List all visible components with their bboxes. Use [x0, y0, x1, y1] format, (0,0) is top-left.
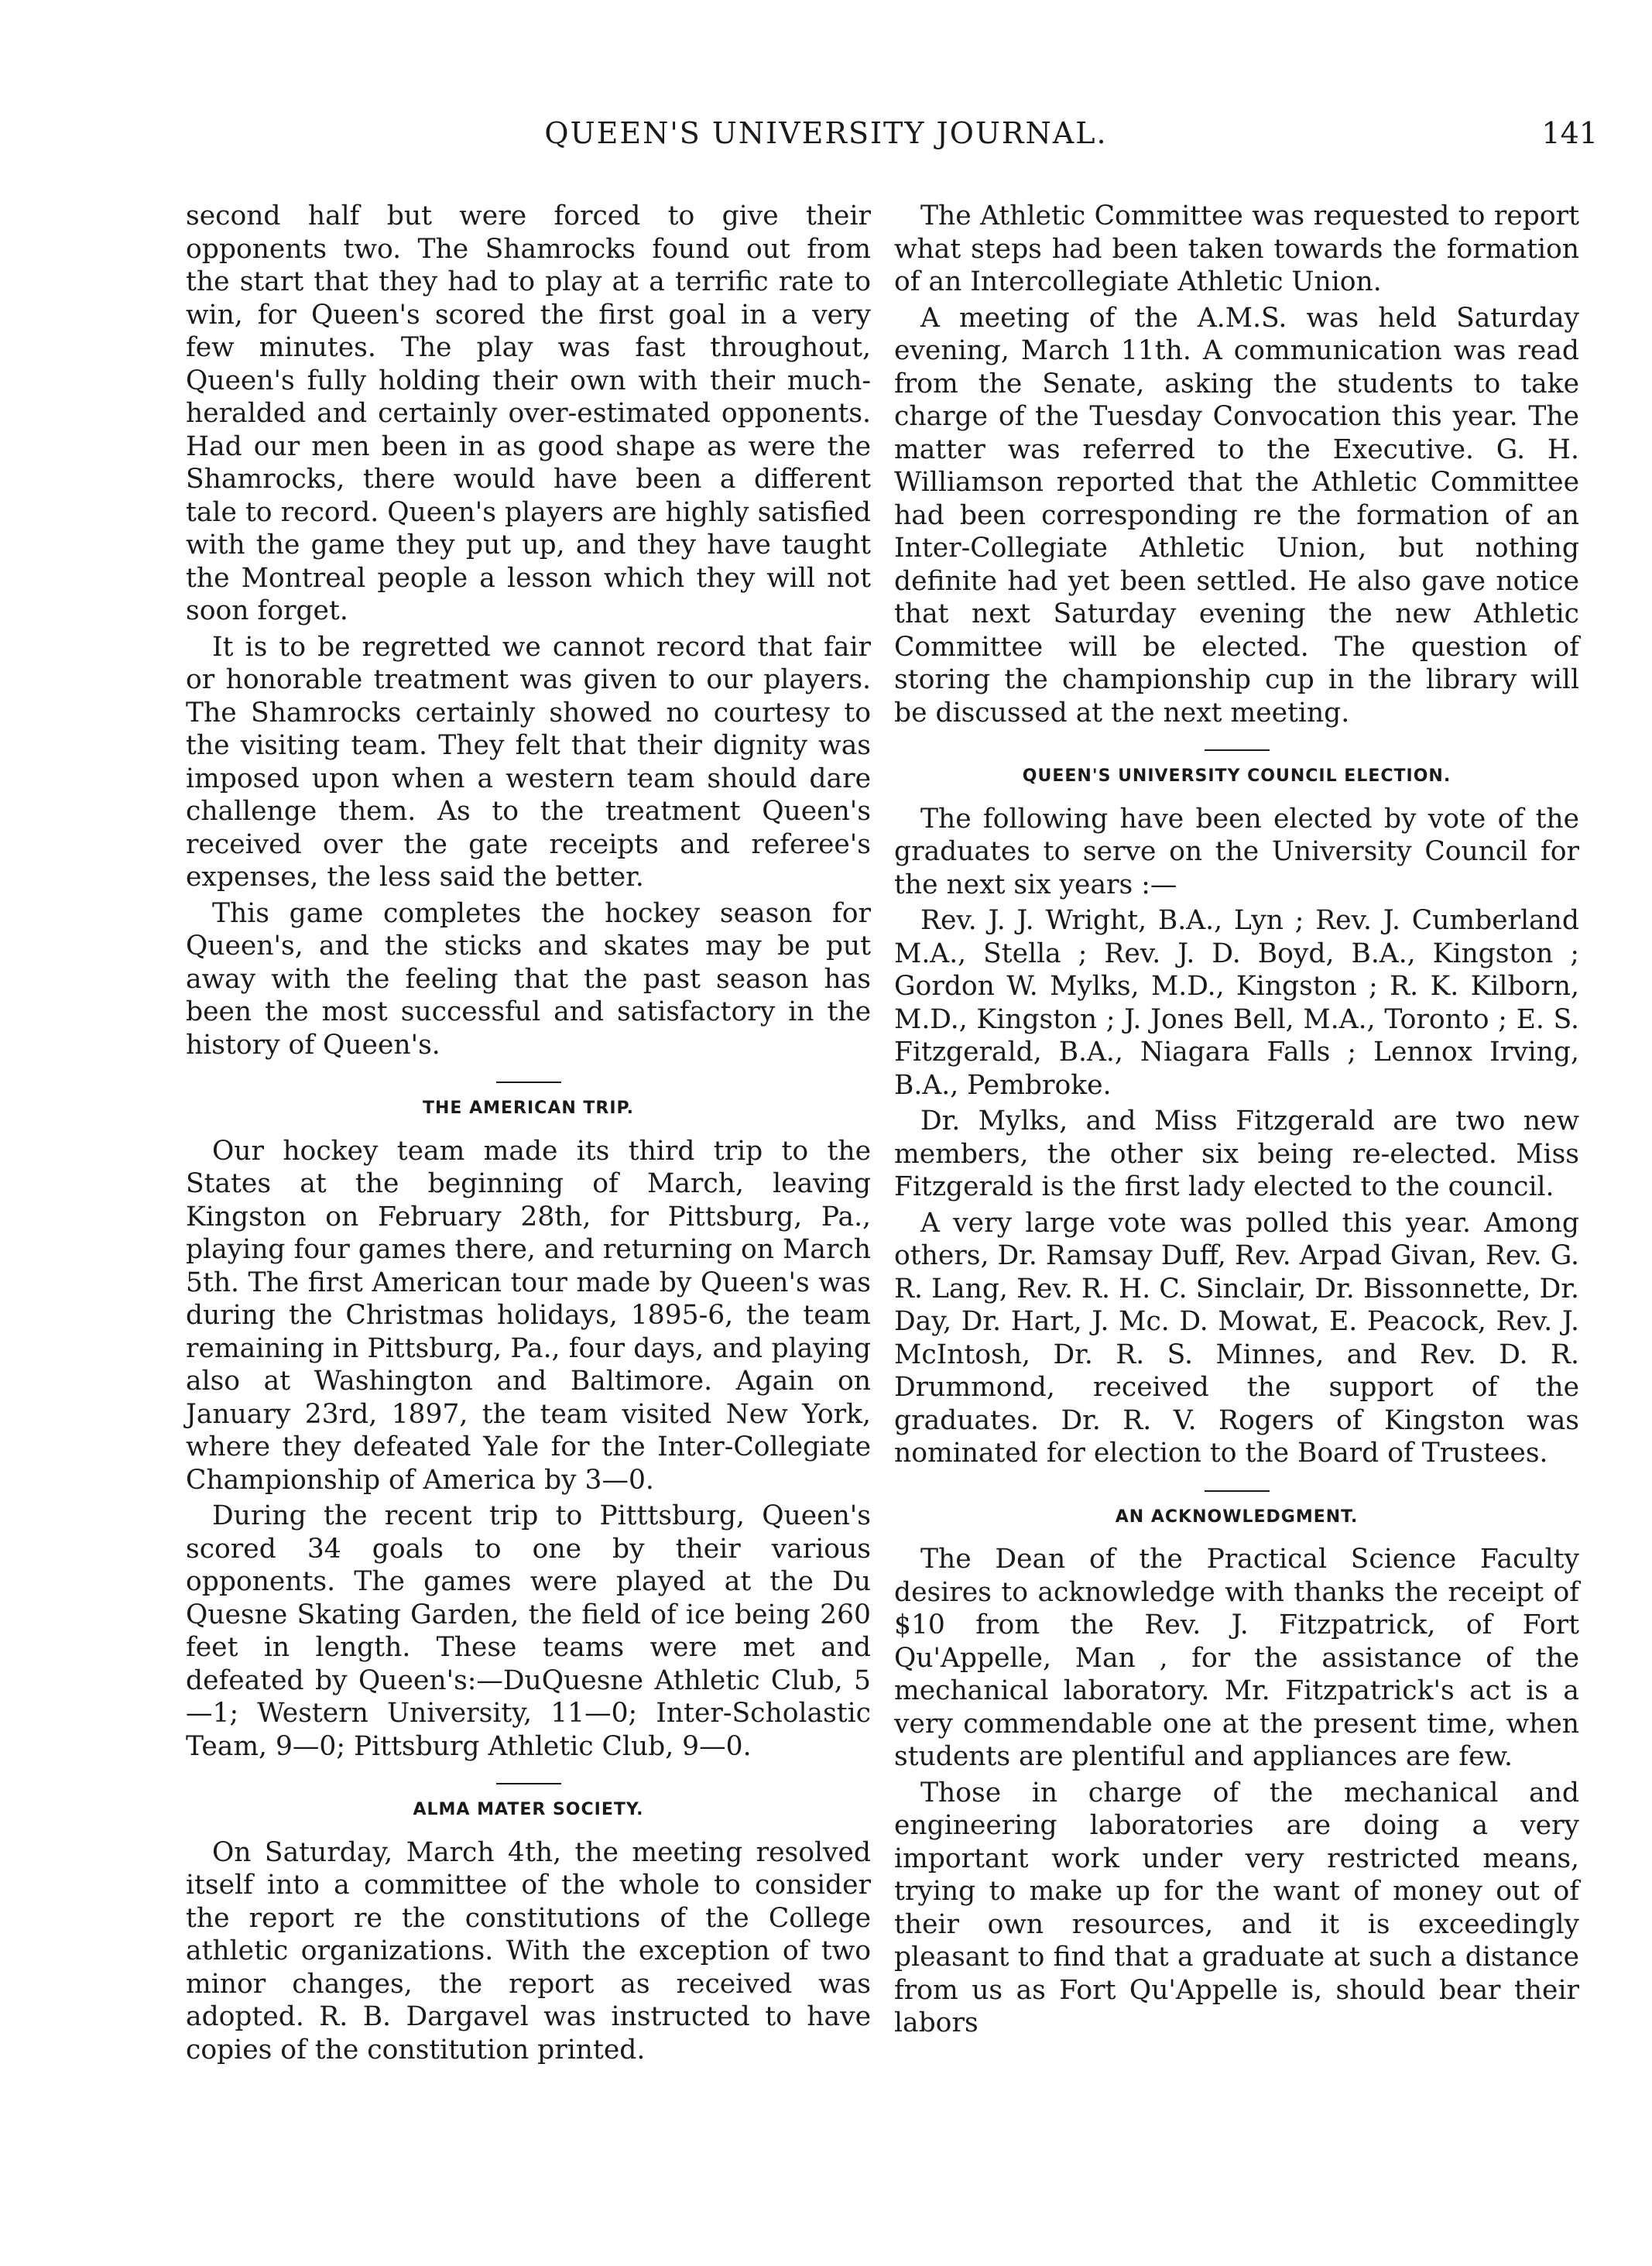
paragraph-athletic-committee: The Athletic Committee was requested to report what steps had been taken towards the formation of an Intercollegiate Athletic Union. [894, 201, 1579, 297]
paragraph-season-complete: This game completes the hockey season for Queen's, and the sticks and skates may be put away with the feeling that the past season has been the most successful and satisfactory in the history of Queen's. [186, 897, 871, 1061]
paragraph-elected-intro: The following have been elected by vote of the graduates to serve on the University Council for the next six years :— [894, 803, 1579, 900]
section-divider [1205, 1490, 1270, 1492]
paragraph-ams-meeting: On Saturday, March 4th, the meeting resolved itself into a committee of the whole to consider the report re the constitutions of the College athletic organizations. With the exception of two minor changes, the report as received was adopted. R. B. Dargavel was instructed to have copies of the constitution printed. [186, 1836, 871, 2065]
paragraph-dean-acknowledgment: The Dean of the Practical Science Faculty desires to acknowledge with thanks the receipt of $10 from the Rev. J. Fitzpatrick, of Fort Qu'Appelle, Man , for the assistance of the mechanical laboratory. Mr. Fitzpatrick's act is a very commendable one at the present time, when students are plentiful and appliances are few. [894, 1544, 1579, 1772]
paragraph-treatment: It is to be regretted we cannot record that fair or honorable treatment was given to our players. The Shamrocks certainly showed no courtesy to the visiting team. They felt that their dignity was imposed upon when a western team should dare challenge them. As to the treatment Queen's received over the gate receipts and referee's expenses, the less said the better. [186, 631, 871, 893]
section-divider [496, 1082, 561, 1083]
paragraph-laboratories: Those in charge of the mechanical and engineering laboratories are doing a very important work under very restricted means, trying to make up for the want of money out of their own resources, and it is exceedingly pleasant to find that a graduate at such a distance from us as Fort Qu'Appelle is, should bear their labors [894, 1777, 1579, 2038]
section-divider [496, 1783, 561, 1784]
heading-acknowledgment: AN ACKNOWLEDGMENT. [1115, 1507, 1359, 1527]
paragraph-pittsburg-scores: During the recent trip to Pitttsburg, Queen's scored 34 goals to one by their various opponents. The games were played at the Du Quesne Skating Garden, the field of ice being 260 feet in length. These teams were met and defeated by Queen's:—DuQuesne Athletic Club, 5—1; Western University, 11—0; Inter-Scholastic Team, 9—0; Pittsburg Athletic Club, 9—0. [186, 1500, 871, 1762]
paragraph-vote-polled: A very large vote was polled this year. Among others, Dr. Ramsay Duff, Rev. Arpad Givan, Rev. G. R. Lang, Rev. R. H. C. Sinclair, Dr. Bissonnette, Dr. Day, Dr. Hart, J. Mc. D. Mowat, E. Peacock, Rev. J. McIntosh, Dr. R. S. Minnes, and Rev. D. R. Drummond, received the support of the graduates. Dr. R. V. Rogers of Kingston was nominated for election to the Board of Trustees. [894, 1207, 1579, 1469]
paragraph-ams-march-11: A meeting of the A.M.S. was held Saturday evening, March 11th. A communication was read from the Senate, asking the students to take charge of the Tuesday Convocation this year. The matter was referred to the Executive. G. H. Williamson reported that the Athletic Committee had been corresponding re the formation of an Inter-Collegiate Athletic Union, but nothing definite had yet been settled. He also gave notice that next Saturday evening the new Athletic Committee will be elected. The question of storing the championship cup in the library will be discussed at the next meeting. [894, 302, 1579, 728]
section-divider [1205, 749, 1270, 751]
page-number: 141 [1541, 116, 1598, 150]
paragraph-hockey-game-continued: second half but were forced to give their opponents two. The Shamrocks found out from the start that they had to play at a terrific rate to win, for Queen's scored the first goal in a very few minutes. The play was fast throughout, Queen's fully holding their own with their much-heralded and certainly over-estimated opponents. Had our men been in as good shape as were the Shamrocks, there would have been a different tale to record. Queen's players are highly satisfied with the game they put up, and they have taught the Montreal people a lesson which they will not soon forget. [186, 201, 871, 626]
paragraph-elected-list: Rev. J. J. Wright, B.A., Lyn ; Rev. J. Cumberland M.A., Stella ; Rev. J. D. Boyd, B.A., Kingston ; Gordon W. Mylks, M.D., Kingston ; R. K. Kilborn, M.D., Kingston ; J. Jones Bell, M.A., Toronto ; E. S. Fitzgerald, B.A., Niagara Falls ; Lennox Irving, B.A., Pembroke. [894, 905, 1579, 1101]
heading-alma-mater-society: ALMA MATER SOCIETY. [413, 1800, 644, 1819]
paragraph-new-members: Dr. Mylks, and Miss Fitzgerald are two new members, the other six being re-elected. Miss Fitzgerald is the first lady elected to the council. [894, 1106, 1579, 1202]
right-column [894, 200, 1579, 2040]
heading-council-election: QUEEN'S UNIVERSITY COUNCIL ELECTION. [1022, 766, 1451, 786]
left-column [186, 200, 871, 2066]
running-head: QUEEN'S UNIVERSITY JOURNAL. [544, 116, 1108, 150]
paragraph-third-trip: Our hockey team made its third trip to the States at the beginning of March, leaving Kingston on February 28th, for Pittsburg, Pa., playing four games there, and returning on March 5th. The first American tour made by Queen's was during the Christmas holidays, 1895-6, the team remaining in Pittsburg, Pa., four days, and playing also at Washington and Baltimore. Again on January 23rd, 1897, the team visited New York, where they defeated Yale for the Inter-Collegiate Championship of America by 3—0. [186, 1135, 871, 1496]
heading-american-trip: THE AMERICAN TRIP. [423, 1099, 634, 1118]
